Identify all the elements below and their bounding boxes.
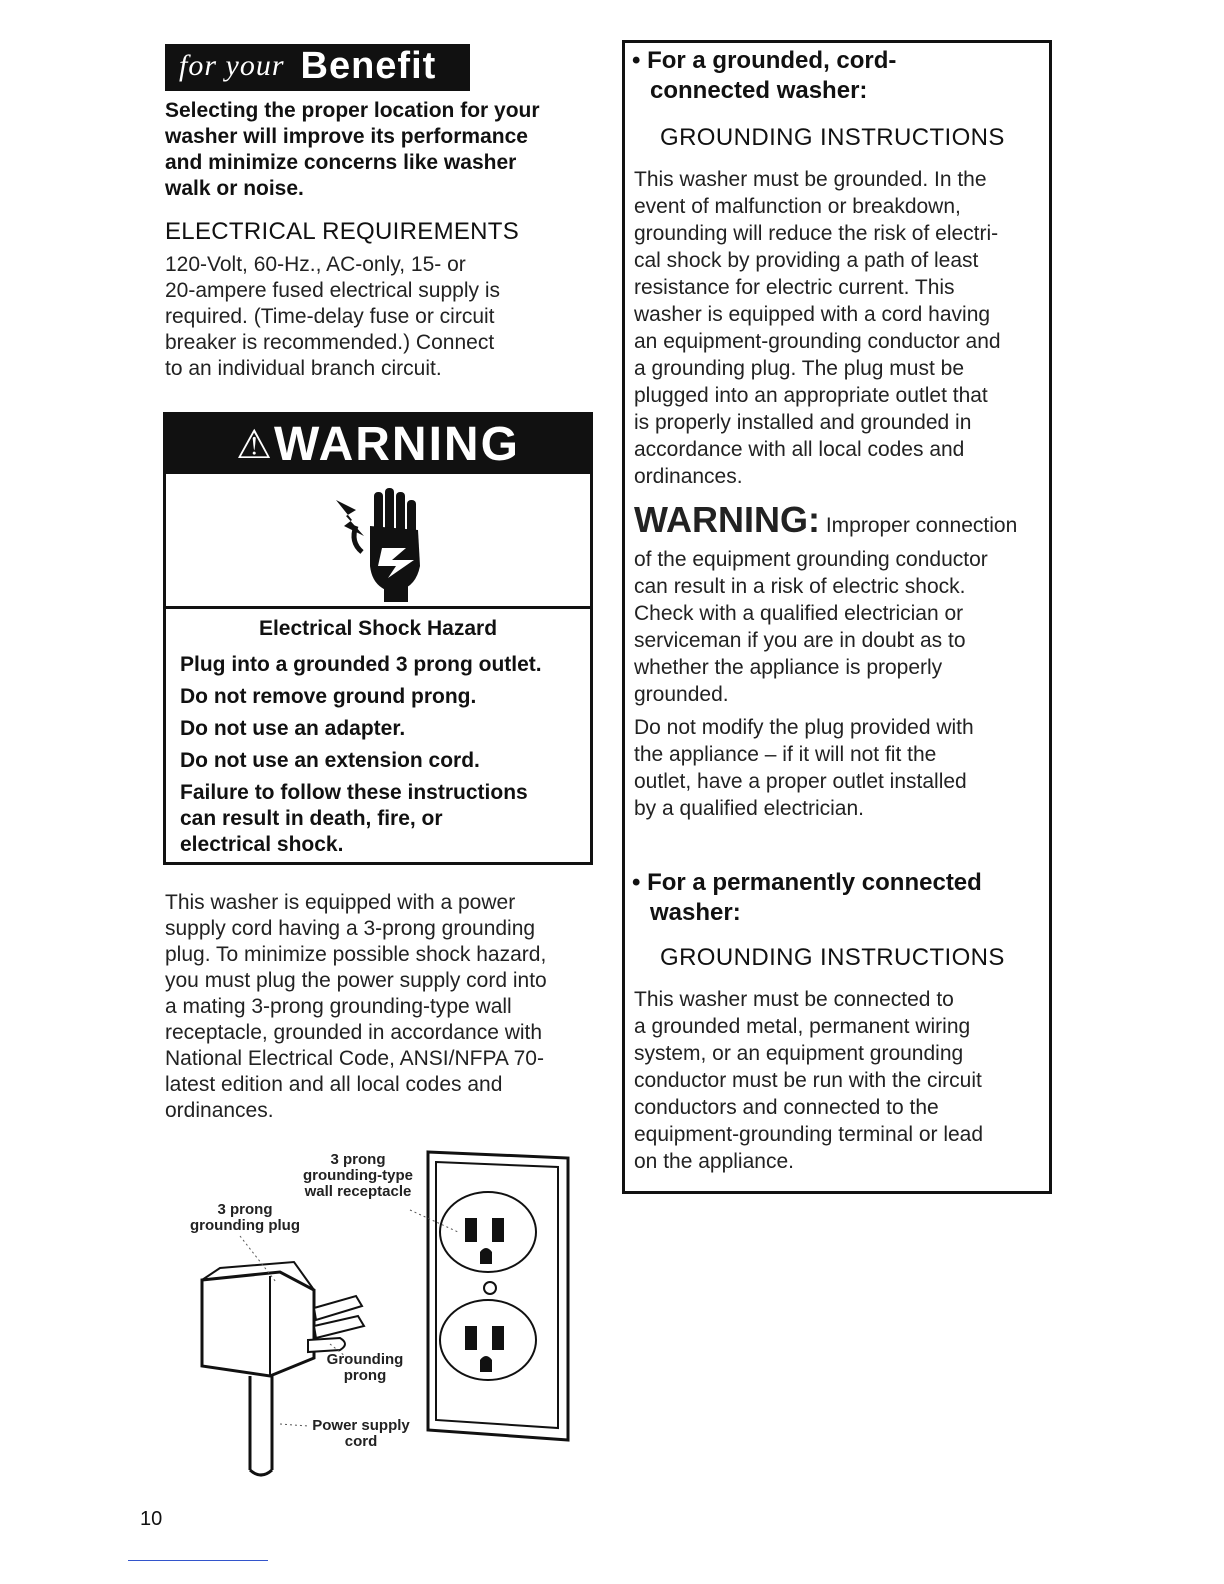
power-line: a mating 3-prong grounding-type wall xyxy=(165,995,512,1018)
corded-line: This washer must be grounded. In the xyxy=(634,168,987,191)
permanent-line: conductors and connected to the xyxy=(634,1096,939,1119)
corded-grounding-text xyxy=(634,166,1046,490)
corded-warning-first-line xyxy=(634,500,1046,546)
banner-script-text: for your xyxy=(179,49,285,82)
power-line: National Electrical Code, ANSI/NFPA 70- xyxy=(165,1047,544,1070)
permanent-line: a grounded metal, permanent wiring xyxy=(634,1015,971,1038)
warning-divider xyxy=(166,606,590,609)
power-line: This washer is equipped with a power xyxy=(165,891,516,914)
label-plug xyxy=(180,1202,310,1234)
failure-line: electrical shock. xyxy=(180,833,344,856)
hazard-line: Do not use an extension cord. xyxy=(180,749,480,772)
corded-line: an equipment-grounding conductor and xyxy=(634,330,1001,353)
corded-warning-line: Check with a qualified electrician or xyxy=(634,602,964,625)
corded-line: a grounding plug. The plug must be xyxy=(634,357,965,380)
electrical-requirements-heading: ELECTRICAL REQUIREMENTS xyxy=(165,218,520,245)
permanent-line: equipment-grounding terminal or lead xyxy=(634,1123,984,1146)
hazard-instructions xyxy=(180,652,590,864)
benefit-line: Selecting the proper location for your xyxy=(165,99,540,122)
power-line: receptacle, grounded in accordance with xyxy=(165,1021,543,1044)
warning-triangle-icon: ⚠ xyxy=(236,422,272,467)
corded-line: resistance for electric current. This xyxy=(634,276,955,299)
permanent-washer-heading xyxy=(632,868,1042,928)
corded-warning-line: of the equipment grounding conductor xyxy=(634,548,988,571)
power-line: you must plug the power supply cord into xyxy=(165,969,547,992)
corded-line: washer is equipped with a cord having xyxy=(634,303,991,326)
modify-plug-text xyxy=(634,714,1046,822)
failure-line: Failure to follow these instructions xyxy=(180,781,528,804)
label-receptacle xyxy=(298,1152,418,1200)
hazard-line: Plug into a grounded 3 prong outlet. xyxy=(180,653,542,676)
electrical-shock-hand-icon xyxy=(330,486,430,604)
label-prong-line: Grounding xyxy=(326,1351,404,1368)
permanent-heading-line: washer: xyxy=(650,899,741,926)
label-plug-line: grounding plug xyxy=(190,1217,300,1234)
failure-line: can result in death, fire, or xyxy=(180,807,443,830)
corded-line: cal shock by providing a path of least xyxy=(634,249,979,272)
permanent-grounding-text xyxy=(634,986,1046,1175)
corded-line: is properly installed and grounded in xyxy=(634,411,972,434)
modify-line: the appliance – if it will not fit the xyxy=(634,743,937,766)
label-cord-line: cord xyxy=(344,1433,378,1450)
benefit-line: washer will improve its performance xyxy=(165,125,528,148)
modify-line: Do not modify the plug provided with xyxy=(634,716,974,739)
plug-receptacle-illustration xyxy=(180,1140,600,1480)
electrical-line: 120-Volt, 60-Hz., AC-only, 15- or xyxy=(165,253,466,276)
power-line: supply cord having a 3-prong grounding xyxy=(165,917,536,940)
permanent-grounding-heading: GROUNDING INSTRUCTIONS xyxy=(660,944,1005,971)
corded-warning-line: grounded. xyxy=(634,683,729,706)
bottom-rule xyxy=(128,1560,268,1561)
permanent-heading-line: • For a permanently connected xyxy=(632,869,982,896)
label-prong-line: prong xyxy=(343,1367,387,1384)
power-line: ordinances. xyxy=(165,1099,274,1122)
modify-line: by a qualified electrician. xyxy=(634,797,864,820)
hazard-line: Do not use an adapter. xyxy=(180,717,406,740)
corded-line: ordinances. xyxy=(634,465,743,488)
permanent-line: This washer must be connected to xyxy=(634,988,954,1011)
corded-warning-text xyxy=(634,500,1046,708)
warning-title: WARNING xyxy=(273,418,520,471)
label-cord-line: Power supply xyxy=(312,1417,410,1434)
corded-heading-line: connected washer: xyxy=(650,77,868,104)
warning-word: WARNING: xyxy=(634,499,820,540)
corded-line: accordance with all local codes and xyxy=(634,438,965,461)
warning-first-text: Improper connection xyxy=(819,514,1018,537)
permanent-line: on the appliance. xyxy=(634,1150,794,1173)
hazard-line: Do not remove ground prong. xyxy=(180,685,477,708)
for-your-benefit-banner xyxy=(165,44,470,91)
corded-line: grounding will reduce the risk of electri- xyxy=(634,222,999,245)
label-power-cord xyxy=(306,1418,416,1450)
label-receptacle-line: 3 prong xyxy=(330,1151,386,1168)
electrical-line: 20-ampere fused electrical supply is xyxy=(165,279,500,302)
power-cord-paragraph xyxy=(165,890,595,1124)
corded-line: event of malfunction or breakdown, xyxy=(634,195,961,218)
label-receptacle-line: grounding-type xyxy=(303,1167,413,1184)
hazard-title: Electrical Shock Hazard xyxy=(258,617,498,640)
label-plug-line: 3 prong xyxy=(217,1201,273,1218)
corded-warning-line: serviceman if you are in doubt as to xyxy=(634,629,966,652)
benefit-line: walk or noise. xyxy=(165,177,304,200)
electrical-line: to an individual branch circuit. xyxy=(165,357,442,380)
corded-warning-line: whether the appliance is properly xyxy=(634,656,943,679)
hazard-failure-text xyxy=(180,780,590,858)
corded-line: plugged into an appropriate outlet that xyxy=(634,384,988,407)
permanent-line: system, or an equipment grounding xyxy=(634,1042,964,1065)
electrical-line: required. (Time-delay fuse or circuit xyxy=(165,305,495,328)
banner-benefit-word: Benefit xyxy=(300,44,437,87)
corded-warning-line: can result in a risk of electric shock. xyxy=(634,575,966,598)
corded-grounding-heading: GROUNDING INSTRUCTIONS xyxy=(660,124,1005,151)
warning-header xyxy=(166,415,590,474)
label-grounding-prong xyxy=(320,1352,410,1384)
benefit-line: and minimize concerns like washer xyxy=(165,151,517,174)
power-line: latest edition and all local codes and xyxy=(165,1073,503,1096)
modify-line: outlet, have a proper outlet installed xyxy=(634,770,967,793)
power-line: plug. To minimize possible shock hazard, xyxy=(165,943,547,966)
corded-washer-heading xyxy=(632,46,1042,106)
electrical-line: breaker is recommended.) Connect xyxy=(165,331,495,354)
corded-heading-line: • For a grounded, cord- xyxy=(632,47,897,74)
page-number: 10 xyxy=(140,1508,163,1530)
permanent-line: conductor must be run with the circuit xyxy=(634,1069,982,1092)
electrical-requirements-text xyxy=(165,252,585,382)
label-receptacle-line: wall receptacle xyxy=(304,1183,412,1200)
benefit-paragraph xyxy=(165,98,595,202)
